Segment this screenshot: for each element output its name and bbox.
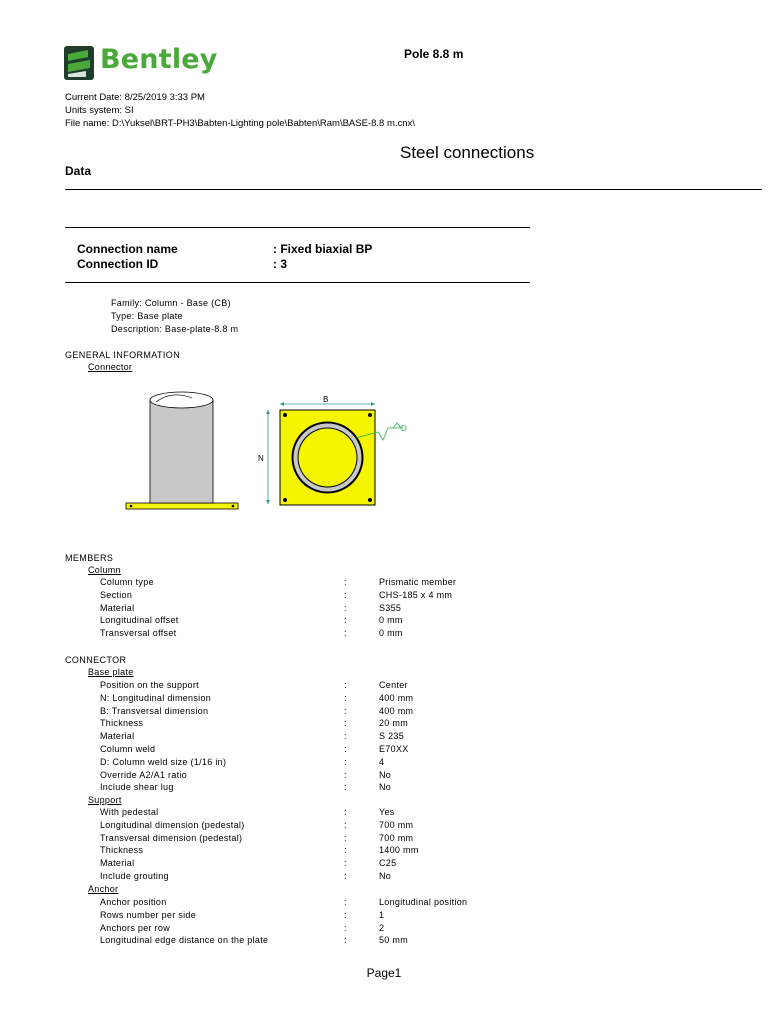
- table-row: [0, 744, 768, 756]
- row-value: No: [379, 769, 392, 780]
- row-label: Material: [100, 858, 135, 869]
- row-label: N: Longitudinal dimension: [100, 692, 212, 703]
- dim-n-label: N: [258, 454, 264, 463]
- row-separator: :: [344, 756, 347, 767]
- table-row: [0, 615, 768, 627]
- table-row: [0, 693, 768, 705]
- support-subheading: Support: [88, 795, 122, 805]
- table-row: [0, 833, 768, 845]
- bentley-b-icon: [64, 46, 100, 80]
- row-value: E70XX: [379, 744, 409, 754]
- divider: [65, 282, 530, 283]
- row-separator: :: [344, 819, 347, 830]
- row-label: Position on the support: [100, 680, 199, 690]
- general-information-heading: GENERAL INFORMATION: [65, 350, 181, 360]
- row-separator: :: [344, 628, 347, 639]
- row-label: With pedestal: [100, 807, 159, 817]
- row-label: Include grouting: [100, 871, 169, 881]
- base-plate-subheading: Base plate: [88, 667, 134, 677]
- row-value: 2: [379, 922, 385, 933]
- table-row: [0, 782, 768, 794]
- row-label: Anchors per row: [100, 922, 171, 933]
- table-row: [0, 807, 768, 819]
- row-value: C25: [379, 858, 397, 869]
- table-row: [0, 731, 768, 743]
- row-label: Longitudinal dimension (pedestal): [100, 819, 245, 830]
- table-row: [0, 897, 768, 909]
- row-separator: :: [344, 718, 347, 729]
- units-system: Units system: SI: [65, 105, 134, 116]
- row-separator: :: [344, 909, 347, 920]
- row-value: S355: [379, 602, 402, 613]
- table-row: [0, 923, 768, 935]
- table-row: [0, 757, 768, 769]
- row-value: 400 mm: [379, 692, 414, 703]
- row-label: Column weld: [100, 744, 156, 754]
- table-row: [0, 603, 768, 615]
- table-row: [0, 820, 768, 832]
- row-label: Longitudinal offset: [100, 615, 179, 626]
- row-label: Transversal offset: [100, 628, 177, 639]
- row-separator: :: [344, 845, 347, 856]
- row-label: Thickness: [100, 845, 144, 856]
- table-row: [0, 935, 768, 947]
- connection-name-label: Connection name: [77, 242, 178, 256]
- row-label: Override A2/A1 ratio: [100, 769, 188, 780]
- row-value: Center: [379, 680, 408, 690]
- row-value: 700 mm: [379, 819, 414, 830]
- row-separator: :: [344, 744, 347, 754]
- row-label: Rows number per side: [100, 909, 197, 920]
- row-separator: :: [344, 769, 347, 780]
- row-value: S 235: [379, 731, 405, 742]
- connection-id-label: Connection ID: [77, 257, 159, 271]
- row-label: Transversal dimension (pedestal): [100, 832, 243, 843]
- row-label: Material: [100, 731, 135, 742]
- table-row: [0, 590, 768, 602]
- table-row: [0, 706, 768, 718]
- row-value: 1400 mm: [379, 845, 419, 856]
- table-row: [0, 718, 768, 730]
- row-value: Prismatic member: [379, 577, 457, 587]
- row-value: Longitudinal position: [379, 897, 468, 907]
- row-label: Column type: [100, 577, 154, 587]
- weld-label: D: [401, 424, 407, 433]
- table-row: [0, 680, 768, 692]
- row-value: 20 mm: [379, 718, 409, 729]
- row-value: 50 mm: [379, 935, 409, 946]
- base-plate-side: [126, 503, 238, 509]
- row-label: Section: [100, 589, 133, 600]
- row-separator: :: [344, 705, 347, 716]
- page-title: Pole 8.8 m: [404, 47, 464, 61]
- logo-text: Bentley: [100, 44, 218, 75]
- family-text: Family: Column - Base (CB): [111, 298, 231, 308]
- row-label: Material: [100, 602, 135, 613]
- anchor-subheading: Anchor: [88, 884, 119, 894]
- row-value: 0 mm: [379, 628, 403, 639]
- row-value: No: [379, 782, 392, 793]
- data-heading: Data: [65, 164, 92, 178]
- row-value: 700 mm: [379, 832, 414, 843]
- row-value: 400 mm: [379, 705, 414, 716]
- connection-id-value: : 3: [273, 257, 288, 271]
- base-plate-plan-drawing: [252, 390, 422, 510]
- connector-subheading: Connector: [88, 362, 133, 372]
- table-row: [0, 628, 768, 640]
- connection-name-value: : Fixed biaxial BP: [273, 242, 373, 256]
- row-separator: :: [344, 602, 347, 613]
- type-text: Type: Base plate: [111, 311, 183, 321]
- row-label: D: Column weld size (1/16 in): [100, 756, 227, 767]
- column-body: [150, 400, 213, 503]
- row-value: 0 mm: [379, 615, 403, 626]
- section-title: Steel connections: [400, 143, 535, 162]
- row-separator: :: [344, 782, 347, 793]
- row-separator: :: [344, 577, 347, 587]
- table-row: [0, 845, 768, 857]
- description-text: Description: Base-plate-8.8 m: [111, 324, 239, 334]
- column-subheading: Column: [88, 565, 121, 575]
- row-label: Longitudinal edge distance on the plate: [100, 935, 269, 946]
- row-separator: :: [344, 615, 347, 626]
- row-separator: :: [344, 807, 347, 817]
- current-date: Current Date: 8/25/2019 3:33 PM: [65, 92, 205, 103]
- row-separator: :: [344, 935, 347, 946]
- row-separator: :: [344, 731, 347, 742]
- row-separator: :: [344, 922, 347, 933]
- row-separator: :: [344, 832, 347, 843]
- members-heading: MEMBERS: [65, 553, 114, 563]
- table-row: [0, 871, 768, 883]
- table-row: [0, 858, 768, 870]
- row-label: Anchor position: [100, 897, 167, 907]
- table-row: [0, 910, 768, 922]
- divider: [65, 227, 530, 228]
- row-label: Thickness: [100, 718, 144, 729]
- row-value: No: [379, 871, 392, 881]
- column-elevation-drawing: [120, 388, 245, 513]
- bentley-logo: [64, 46, 224, 80]
- row-label: B: Transversal dimension: [100, 705, 209, 716]
- table-row: [0, 770, 768, 782]
- page-number: Page1: [366, 966, 402, 980]
- row-separator: :: [344, 871, 347, 881]
- dim-b-label: B: [323, 395, 329, 404]
- file-name: File name: D:\Yuksel\BRT-PH3\Babten-Lighting pole\Babten\Ram\BASE-8.8 m.cnx\: [65, 118, 415, 129]
- divider: [65, 189, 762, 190]
- row-value: Yes: [379, 807, 395, 817]
- table-row: [0, 577, 768, 589]
- row-separator: :: [344, 897, 347, 907]
- row-separator: :: [344, 858, 347, 869]
- row-value: 4: [379, 756, 385, 767]
- row-value: CHS-185 x 4 mm: [379, 589, 453, 600]
- row-value: 1: [379, 909, 385, 920]
- row-label: Include shear lug: [100, 782, 174, 793]
- row-separator: :: [344, 680, 347, 690]
- row-separator: :: [344, 692, 347, 703]
- row-separator: :: [344, 589, 347, 600]
- connector-heading: CONNECTOR: [65, 655, 127, 665]
